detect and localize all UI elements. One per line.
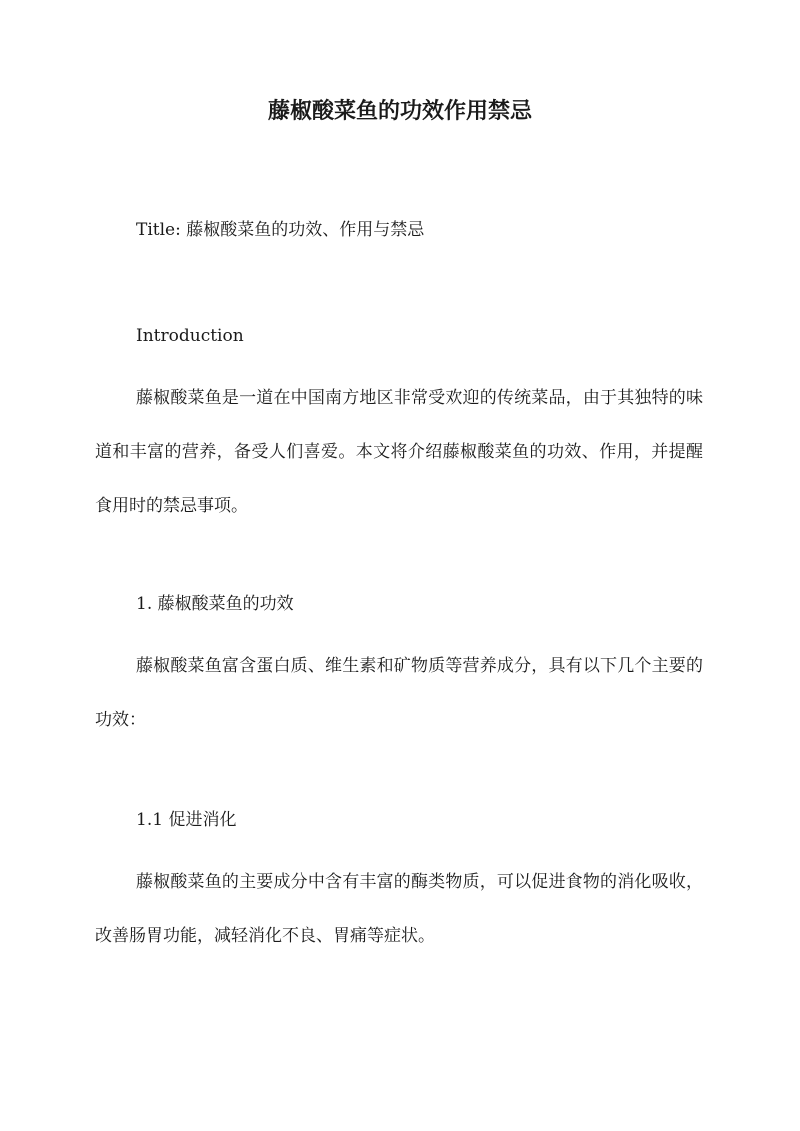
section-1-1-heading: 1.1 促进消化 [136,810,237,830]
section-1-1-paragraph: 藤椒酸菜鱼的主要成分中含有丰富的酶类物质，可以促进食物的消化吸收，改善肠胃功能，减轻消化不良、胃痛等症状。 [95,872,703,946]
section-1-paragraph: 藤椒酸菜鱼富含蛋白质、维生素和矿物质等营养成分，具有以下几个主要的功效： [95,656,703,730]
introduction-heading: Introduction [136,326,244,346]
document-title: 藤椒酸菜鱼的功效作用禁忌 [267,98,532,124]
title-line: Title: 藤椒酸菜鱼的功效、作用与禁忌 [136,220,425,240]
introduction-paragraph: 藤椒酸菜鱼是一道在中国南方地区非常受欢迎的传统菜品，由于其独特的味道和丰富的营养，备受人们喜爱。本文将介绍藤椒酸菜鱼的功效、作用，并提醒食用时的禁忌事项。 [95,388,703,516]
section-1-heading: 1. 藤椒酸菜鱼的功效 [136,594,294,614]
